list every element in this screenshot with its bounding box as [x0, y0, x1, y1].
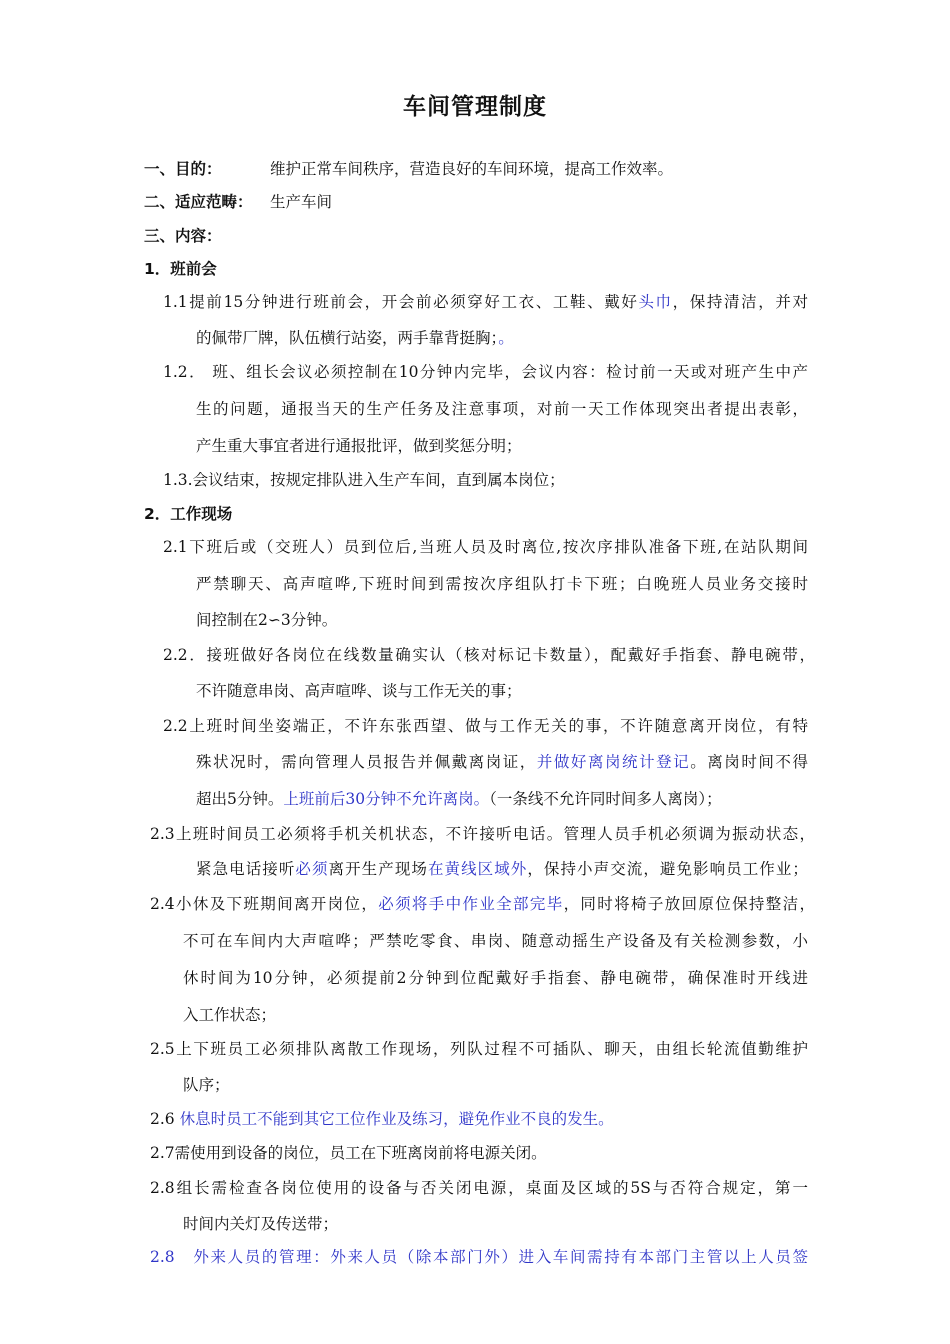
- para-2-5-line-1: [150, 1037, 808, 1061]
- scope-label: 二、适应范畴：: [144, 193, 253, 211]
- para-2-2a-line-2: 不许随意串岗、高声喧哗、谈与工作无关的事；: [196, 682, 522, 700]
- text-run: 1.1提前15分钟进行班前会，开会前必须穿好工衣、工鞋、戴好: [163, 293, 639, 311]
- text-run: 2.5上下班员工必须排队离散工作现场，列队过程不可插队、聊天，由组长轮流值勤维护: [150, 1040, 808, 1058]
- para-2-2a-line-1: [163, 643, 815, 667]
- highlight-run: 头巾: [638, 293, 673, 311]
- text-run: 2.6: [150, 1110, 180, 1128]
- text-run: 2.1下班后或（交班人）员到位后,当班人员及时离位,按次序排队准备下班,在站队期间: [163, 538, 808, 556]
- document-title: 车间管理制度: [403, 94, 547, 120]
- para-2-8b-line-1: [150, 1245, 808, 1269]
- para-2-4-line-3: [183, 966, 808, 990]
- text-run: 殊状况时，需向管理人员报告并佩戴离岗证，: [196, 753, 537, 771]
- purpose-row: [144, 157, 222, 181]
- text-run: 休时间为10分钟，必须提前2分钟到位配戴好手指套、静电碗带，确保准时开线进: [183, 969, 808, 987]
- text-run: 2.3上班时间员工必须将手机关机状态，不许接听电话。管理人员手机必须调为振动状态，: [150, 825, 815, 843]
- para-2-6-line-1: [150, 1107, 614, 1131]
- text-run: 2.8组长需检查各岗位使用的设备与否关闭电源，桌面及区域的5S与否符合规定，第一: [150, 1179, 808, 1197]
- scope-text: 生产车间: [270, 193, 333, 211]
- section-1-heading: 1．班前会: [144, 260, 217, 278]
- text-run: ，保持小声交流，避免影响员工作业；: [527, 860, 808, 878]
- highlight-run: 并做好离岗统计登记: [536, 753, 691, 771]
- para-2-7-line-1: 2.7需使用到设备的岗位，员工在下班离岗前将电源关闭。: [150, 1144, 547, 1162]
- text-run: 的佩带厂牌，队伍横行站姿，两手靠背挺胸；: [196, 329, 499, 347]
- para-1-3-line-1: 1.3.会议结束，按规定排队进入生产车间，直到属本岗位；: [163, 471, 565, 489]
- para-2-1-line-1: [163, 535, 808, 559]
- highlight-run: 2.8 外来人员的管理：外来人员（除本部门外）进入车间需持有本部门主管以上人员签: [150, 1248, 808, 1266]
- scope-row: [144, 190, 253, 214]
- para-1-1-line-1: [163, 290, 808, 314]
- highlight-run: 休息时员工不能到其它工位作业及练习，避免作业不良的发生。: [179, 1110, 614, 1128]
- text-run: 离开生产现场: [328, 860, 428, 878]
- text-run: 2.2．接班做好各岗位在线数量确实认（核对标记卡数量），配戴好手指套、静电碗带，: [163, 646, 815, 664]
- para-1-1-line-2: [196, 326, 514, 350]
- para-2-1-line-3: 间控制在2∽3分钟。: [196, 611, 338, 629]
- section-2-heading: 2．工作现场: [144, 505, 233, 523]
- text-run: 生的问题，通报当天的生产任务及注意事项，对前一天工作体现突出者提出表彰，: [196, 400, 808, 418]
- text-run: ，保持清洁，并对: [672, 293, 808, 311]
- para-2-4-line-4: 入工作状态；: [183, 1006, 277, 1024]
- highlight-run: 必须将手中作业全部完毕: [378, 895, 564, 913]
- para-2-2b-line-1: [163, 714, 808, 738]
- para-2-1-line-2: [196, 572, 808, 596]
- para-2-8-line-2: 时间内关灯及传送带；: [183, 1215, 339, 1233]
- para-1-2-line-2: [196, 397, 808, 421]
- para-2-4-line-1: [150, 892, 815, 916]
- highlight-run: 。: [498, 329, 514, 347]
- para-2-2b-line-2: [196, 750, 808, 774]
- highlight-run: 上班前后30分钟不允许离岗。: [283, 790, 490, 808]
- content-label: 三、内容：: [144, 227, 222, 245]
- text-run: 2.2上班时间坐姿端正，不许东张西望、做与工作无关的事，不许随意离开岗位，有特: [163, 717, 808, 735]
- text-run: 超出5分钟。: [196, 790, 284, 808]
- para-1-2-line-3: 产生重大事宜者进行通报批评，做到奖惩分明；: [196, 437, 522, 455]
- highlight-run: 必须: [295, 860, 329, 878]
- text-run: 紧急电话接听: [196, 860, 296, 878]
- para-2-2b-line-3: [196, 787, 722, 811]
- text-run: 不可在车间内大声喧哗；严禁吃零食、串岗、随意动摇生产设备及有关检测参数，小: [183, 932, 808, 950]
- text-run: 1.2． 班、组长会议必须控制在10分钟内完毕，会议内容：检讨前一天或对班产生中产: [163, 363, 808, 381]
- para-2-8-line-1: [150, 1176, 808, 1200]
- text-run: 严禁聊天、高声喧哗,下班时间到需按次序组队打卡下班；白晚班人员业务交接时: [196, 575, 808, 593]
- para-1-2-line-1: [163, 360, 808, 384]
- para-2-3-line-1: [150, 822, 815, 846]
- text-run: ，同时将椅子放回原位保持整洁，: [563, 895, 815, 913]
- para-2-4-line-2: [183, 929, 808, 953]
- para-2-5-line-2: 队序；: [183, 1076, 230, 1094]
- text-run: （一条线不允许同时间多人离岗）；: [489, 790, 722, 808]
- para-2-3-line-2: [196, 857, 808, 881]
- text-run: 。离岗时间不得: [690, 753, 808, 771]
- text-run: 2.4小休及下班期间离开岗位，: [150, 895, 379, 913]
- highlight-run: 在黄线区域外: [427, 860, 528, 878]
- purpose-label: 一、目的：: [144, 160, 222, 178]
- purpose-text: 维护正常车间秩序，营造良好的车间环境，提高工作效率。: [270, 160, 674, 178]
